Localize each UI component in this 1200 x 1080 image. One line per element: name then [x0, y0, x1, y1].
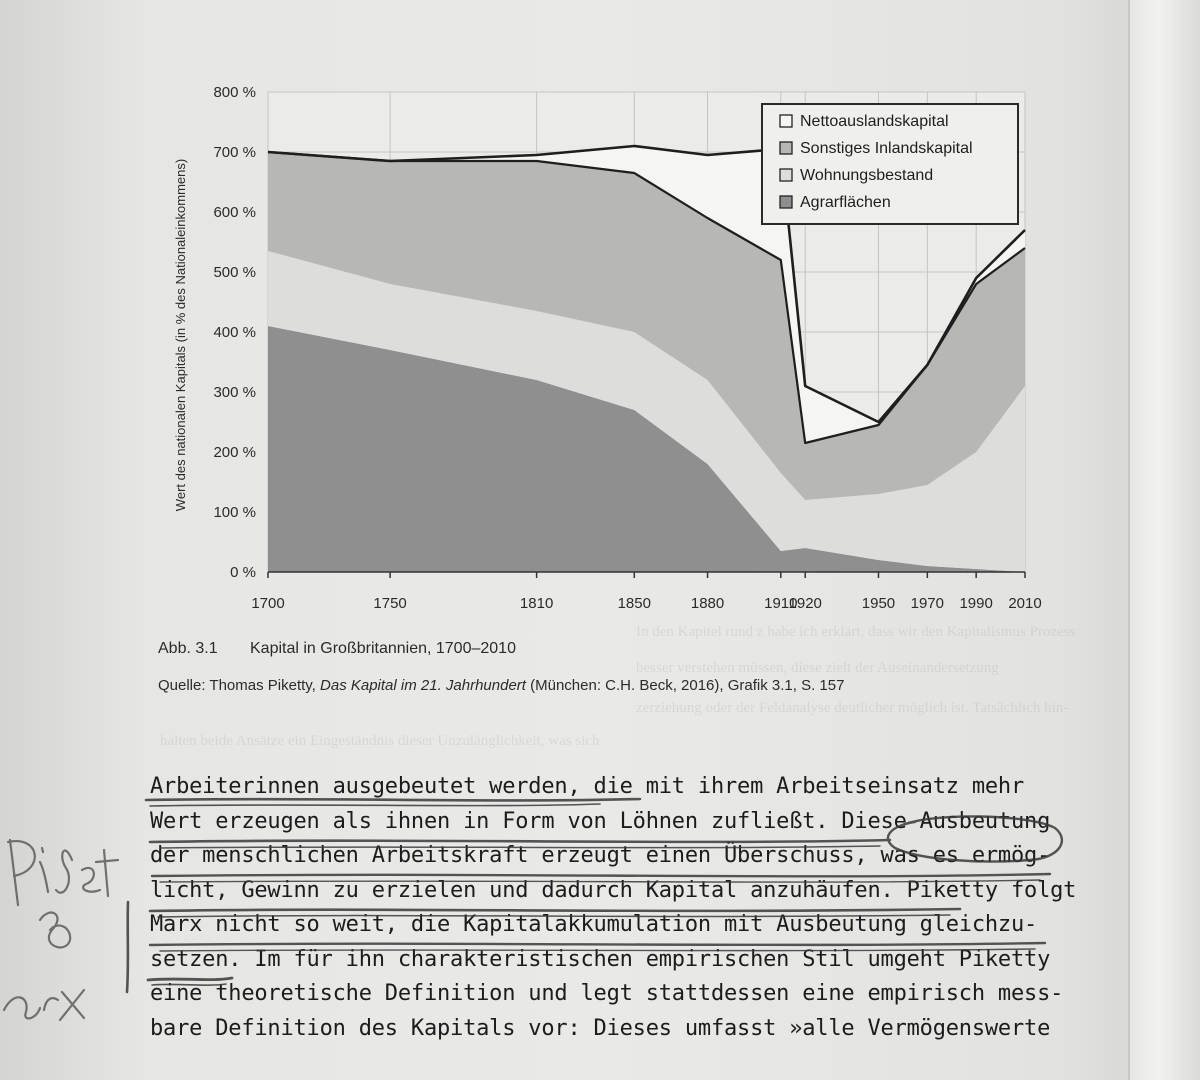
y-tick-label: 800 %: [213, 84, 256, 101]
x-tick-label: 1910: [764, 595, 798, 612]
x-tick-label: 1970: [910, 595, 945, 612]
legend-entry: Wohnungsbestand: [800, 167, 934, 184]
y-tick-label: 100 %: [213, 504, 256, 521]
x-tick-label: 1810: [519, 595, 554, 612]
source-book: Das Kapital im 21. Jahrhundert: [320, 677, 526, 694]
bleed-line-1: In den Kapitel rund z habe ich erklärt, dass wir den Kapitalismus Prozess: [636, 624, 1076, 640]
source-suffix: (München: C.H. Beck, 2016), Grafik 3.1, S. 157: [525, 677, 845, 694]
body-line: der menschlichen Arbeitskraft erzeugt einen Überschuss, was es ermög-: [150, 843, 1051, 868]
y-tick-label: 200 %: [213, 444, 256, 461]
y-tick-label: 600 %: [213, 204, 256, 221]
x-tick-label: 2010: [1008, 595, 1042, 612]
x-tick-label: 1950: [861, 595, 896, 612]
bleed-line-3: zerziehung oder der Feldanalyse deutlicher möglich ist. Tatsächlich hin-: [636, 700, 1069, 716]
y-tick-label: 700 %: [213, 144, 256, 161]
y-tick-label: 500 %: [213, 264, 256, 281]
x-tick-label: 1990: [959, 595, 993, 612]
x-tick-label: 1700: [251, 595, 285, 612]
bleed-line-2: besser verstehen müssen, diese zielt der Auseinandersetzung: [636, 660, 999, 676]
body-line: Wert erzeugen als ihnen in Form von Löhnen zufließt. Diese Ausbeutung: [150, 808, 1051, 834]
legend-swatch: [780, 169, 792, 181]
legend-entry: Sonstiges Inlandskapital: [800, 140, 973, 157]
legend-swatch: [780, 196, 792, 208]
y-tick-label: 400 %: [213, 324, 256, 341]
body-text: [150, 770, 1077, 1046]
figure-caption: [158, 640, 516, 658]
legend-swatch: [780, 142, 792, 154]
legend-entry: Agrarflächen: [800, 194, 891, 211]
figure-title: Kapital in Großbritannien, 1700–2010: [250, 640, 516, 657]
figure-source: [158, 677, 844, 694]
x-tick-label: 1850: [617, 595, 651, 612]
figure-number: Abb. 3.1: [158, 640, 218, 657]
x-tick-label: 1750: [373, 595, 407, 612]
y-tick-label: 300 %: [213, 384, 256, 401]
x-tick-label: 1920: [788, 595, 822, 612]
body-line: Arbeiterinnen ausgebeutet werden, die mit ihrem Arbeitseinsatz mehr: [150, 774, 1025, 799]
chart-legend: [762, 104, 1018, 224]
body-line: Marx nicht so weit, die Kapitalakkumulation mit Ausbeutung gleichzu-: [150, 912, 1038, 937]
source-prefix: Quelle: Thomas Piketty,: [158, 677, 321, 694]
body-line: licht, Gewinn zu erzielen und dadurch Kapital anzuhäufen. Piketty folgt: [150, 877, 1077, 903]
body-line: eine theoretische Definition und legt stattdessen eine empirisch mess-: [150, 981, 1064, 1006]
legend-entry: Nettoauslandskapital: [800, 113, 949, 130]
bleed-line-4: halten beide Ansätze ein Eingeständnis dieser Unzulänglichkeit, was sich: [160, 733, 600, 749]
body-line: setzen. Im für ihn charakteristischen empirischen Stil umgeht Piketty: [150, 946, 1051, 972]
y-axis-label: Wert des nationalen Kapitals (in % des Nationaleinkommens): [173, 158, 188, 512]
legend-swatch: [780, 115, 792, 127]
body-line: bare Definition des Kapitals vor: Dieses umfasst »alle Vermögenswerte: [150, 1015, 1051, 1041]
y-tick-label: 0 %: [230, 564, 256, 581]
x-tick-label: 1880: [690, 595, 725, 612]
